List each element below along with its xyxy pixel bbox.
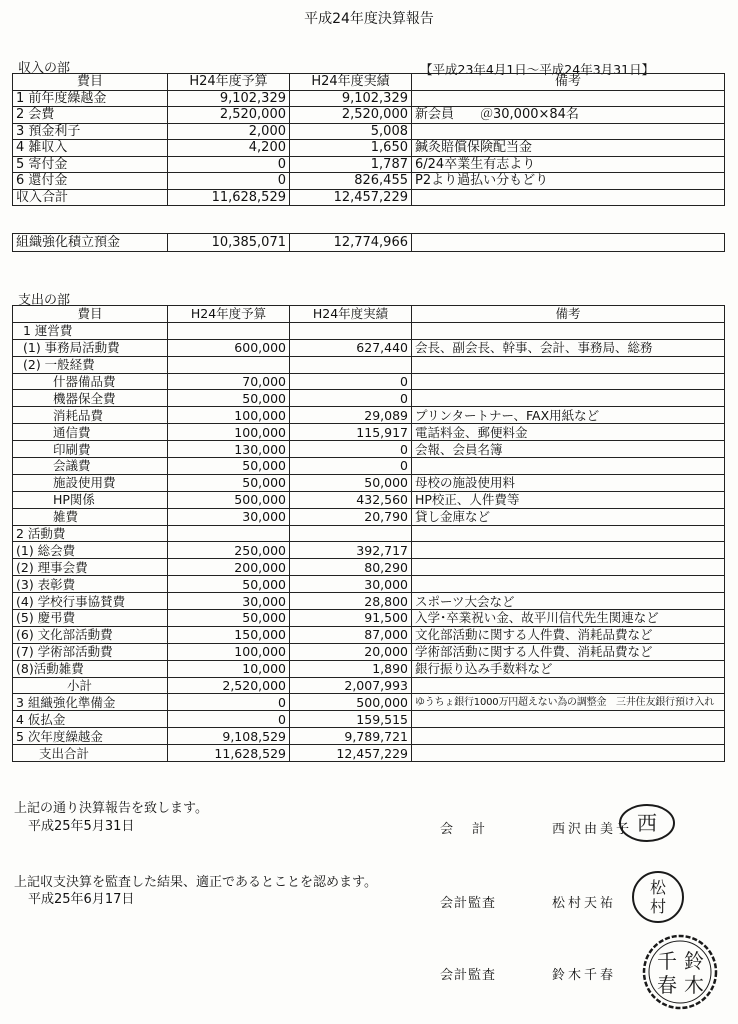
auditor1-seal-icon — [624, 868, 692, 926]
expense-item-cell: 4 仮払金 — [13, 711, 168, 728]
expense-actual-cell: 30,000 — [290, 576, 412, 593]
expense-note-cell: 入学･卒業祝い金、故平川信代先生関連など — [412, 610, 725, 627]
seal-3-char-3: 千 — [657, 949, 677, 973]
expense-budget-cell — [168, 356, 290, 373]
expense-row — [13, 390, 725, 407]
expense-header-row — [13, 306, 725, 323]
expense-table — [12, 305, 725, 762]
statement-audit: 上記収支決算を監査した結果、適正であるとことを認めます。 — [14, 875, 377, 890]
income-actual-cell: 5,008 — [290, 123, 412, 140]
accountant-seal-icon — [614, 800, 680, 846]
expense-budget-cell: 9,108,529 — [168, 728, 290, 745]
expense-budget-cell: 100,000 — [168, 643, 290, 660]
expense-row — [13, 542, 725, 559]
income-item-cell: 収入合計 — [13, 189, 168, 206]
expense-row — [13, 474, 725, 491]
seal-2-char-1: 松 — [649, 878, 667, 897]
expense-item-cell: (4) 学校行事協賛費 — [13, 593, 168, 610]
expense-actual-cell: 87,000 — [290, 626, 412, 643]
expense-budget-cell: 100,000 — [168, 424, 290, 441]
expense-budget-cell: 2,520,000 — [168, 677, 290, 694]
expense-actual-cell: 12,457,229 — [290, 745, 412, 762]
expense-note-cell: 会長、副会長、幹事、会計、事務局、総務 — [412, 339, 725, 356]
seal-2-char-2: 村 — [649, 897, 667, 916]
expense-item-cell: 小計 — [13, 677, 168, 694]
income-budget-cell: 2,520,000 — [168, 107, 290, 124]
expense-actual-cell: 432,560 — [290, 491, 412, 508]
income-actual-cell: 12,457,229 — [290, 189, 412, 206]
expense-item-cell: (2) 一般経費 — [13, 356, 168, 373]
expense-actual-cell: 20,000 — [290, 643, 412, 660]
reserve-budget: 10,385,071 — [168, 234, 290, 252]
expense-budget-cell: 50,000 — [168, 474, 290, 491]
income-item-cell: 6 還付金 — [13, 173, 168, 190]
expense-note-cell: 学術部活動に関する人件費、消耗品費など — [412, 643, 725, 660]
reserve-table — [12, 233, 725, 252]
income-row — [13, 123, 725, 140]
expense-budget-cell: 200,000 — [168, 559, 290, 576]
expense-note-cell — [412, 373, 725, 390]
expense-item-cell: 支出合計 — [13, 745, 168, 762]
expense-item-cell: (8)活動雑費 — [13, 660, 168, 677]
income-item-cell: 1 前年度繰越金 — [13, 90, 168, 107]
income-actual-cell: 9,102,329 — [290, 90, 412, 107]
expense-note-cell — [412, 576, 725, 593]
expense-item-cell: 5 次年度繰越金 — [13, 728, 168, 745]
expense-budget-cell: 600,000 — [168, 339, 290, 356]
expense-note-cell: 銀行振り込み手数料など — [412, 660, 725, 677]
expense-note-cell — [412, 458, 725, 475]
expense-budget-cell: 100,000 — [168, 407, 290, 424]
income-actual-cell: 1,787 — [290, 156, 412, 173]
income-item-cell: 5 寄付金 — [13, 156, 168, 173]
income-row — [13, 107, 725, 124]
expense-row — [13, 508, 725, 525]
expense-actual-cell: 1,890 — [290, 660, 412, 677]
expense-note-cell: 会報、会員名簿 — [412, 441, 725, 458]
income-budget-cell: 9,102,329 — [168, 90, 290, 107]
expense-item-cell: 通信費 — [13, 424, 168, 441]
role-accountant: 会 計 — [440, 822, 489, 837]
expense-item-cell: 消耗品費 — [13, 407, 168, 424]
expense-item-cell: 雑費 — [13, 508, 168, 525]
expense-row — [13, 610, 725, 627]
income-table — [12, 73, 725, 206]
expense-budget-cell: 30,000 — [168, 593, 290, 610]
expense-note-cell: ゆうちょ銀行1000万円超えない為の調整金 三井住友銀行預け入れ — [412, 694, 725, 711]
expense-actual-cell: 0 — [290, 458, 412, 475]
expense-actual-cell: 9,789,721 — [290, 728, 412, 745]
expense-row — [13, 660, 725, 677]
expense-budget-cell: 250,000 — [168, 542, 290, 559]
expense-note-cell: スポーツ大会など — [412, 593, 725, 610]
expense-budget-cell: 10,000 — [168, 660, 290, 677]
income-header-3: 備考 — [412, 74, 725, 91]
auditor2-seal-icon — [640, 932, 720, 1012]
income-header-2: H24年度実績 — [290, 74, 412, 91]
income-note-cell: 鍼灸賠償保険配当金 — [412, 140, 725, 157]
expense-row — [13, 728, 725, 745]
income-budget-cell: 0 — [168, 173, 290, 190]
expense-actual-cell — [290, 525, 412, 542]
name-auditor-1: 松村天祐 — [552, 896, 617, 911]
income-budget-cell: 4,200 — [168, 140, 290, 157]
expense-note-cell: 文化部活動に関する人件費、消耗品費など — [412, 626, 725, 643]
income-note-cell — [412, 123, 725, 140]
expense-row — [13, 711, 725, 728]
expense-row — [13, 491, 725, 508]
expense-item-cell: (1) 総会費 — [13, 542, 168, 559]
reserve-row — [13, 234, 725, 252]
expense-note-cell: プリンタートナー、FAX用紙など — [412, 407, 725, 424]
expense-item-cell: (3) 表彰費 — [13, 576, 168, 593]
expense-actual-cell: 80,290 — [290, 559, 412, 576]
expense-budget-cell: 0 — [168, 711, 290, 728]
expense-actual-cell: 627,440 — [290, 339, 412, 356]
income-note-cell — [412, 90, 725, 107]
seal-1-char: 西 — [637, 811, 657, 835]
expense-actual-cell: 392,717 — [290, 542, 412, 559]
statement-report: 上記の通り決算報告を致します。 — [14, 801, 208, 816]
expense-item-cell: 印刷費 — [13, 441, 168, 458]
expense-actual-cell: 2,007,993 — [290, 677, 412, 694]
expense-row — [13, 576, 725, 593]
expense-item-cell: 会議費 — [13, 458, 168, 475]
income-row — [13, 189, 725, 206]
income-header-0: 費目 — [13, 74, 168, 91]
income-row — [13, 173, 725, 190]
income-budget-cell: 0 — [168, 156, 290, 173]
expense-row — [13, 339, 725, 356]
expense-row — [13, 458, 725, 475]
name-auditor-2: 鈴木千春 — [552, 968, 617, 983]
expense-note-cell — [412, 390, 725, 407]
expense-actual-cell: 20,790 — [290, 508, 412, 525]
expense-note-cell — [412, 559, 725, 576]
expense-note-cell: 母校の施設使用料 — [412, 474, 725, 491]
date-report: 平成25年5月31日 — [28, 819, 135, 834]
seal-3-char-2: 木 — [684, 973, 704, 997]
income-note-cell: P2より過払い分もどり — [412, 173, 725, 190]
expense-budget-cell: 11,628,529 — [168, 745, 290, 762]
income-item-cell: 3 預金利子 — [13, 123, 168, 140]
expense-budget-cell — [168, 322, 290, 339]
expense-row — [13, 745, 725, 762]
expense-row — [13, 441, 725, 458]
expense-row — [13, 407, 725, 424]
income-row — [13, 156, 725, 173]
expense-budget-cell: 150,000 — [168, 626, 290, 643]
fiscal-period: 【平成23年4月1日～平成24年3月31日】 — [420, 62, 655, 77]
expense-actual-cell: 28,800 — [290, 593, 412, 610]
expense-actual-cell: 0 — [290, 441, 412, 458]
seal-3-char-1: 鈴 — [684, 949, 704, 973]
seal-3-char-4: 春 — [657, 973, 677, 997]
expense-section-label: 支出の部 — [18, 293, 71, 308]
income-row — [13, 90, 725, 107]
income-note-cell — [412, 189, 725, 206]
expense-row — [13, 643, 725, 660]
expense-item-cell: (1) 事務局活動費 — [13, 339, 168, 356]
income-note-cell: 新会員 ＠30,000×84名 — [412, 107, 725, 124]
reserve-item: 組織強化積立預金 — [13, 234, 168, 252]
expense-note-cell — [412, 745, 725, 762]
expense-budget-cell: 30,000 — [168, 508, 290, 525]
expense-item-cell: (2) 理事会費 — [13, 559, 168, 576]
expense-budget-cell: 50,000 — [168, 576, 290, 593]
income-actual-cell: 2,520,000 — [290, 107, 412, 124]
income-row — [13, 140, 725, 157]
expense-note-cell: 貸し金庫など — [412, 508, 725, 525]
income-item-cell: 2 会費 — [13, 107, 168, 124]
role-auditor-1: 会計監査 — [440, 896, 497, 911]
expense-note-cell — [412, 322, 725, 339]
expense-row — [13, 626, 725, 643]
expense-note-cell — [412, 677, 725, 694]
reserve-note — [412, 234, 725, 252]
expense-item-cell: 3 組織強化準備金 — [13, 694, 168, 711]
expense-budget-cell: 50,000 — [168, 458, 290, 475]
role-auditor-2: 会計監査 — [440, 968, 497, 983]
expense-header-0: 費目 — [13, 306, 168, 323]
income-budget-cell: 2,000 — [168, 123, 290, 140]
expense-actual-cell: 29,089 — [290, 407, 412, 424]
date-audit: 平成25年6月17日 — [28, 892, 135, 907]
expense-actual-cell: 91,500 — [290, 610, 412, 627]
expense-budget-cell: 70,000 — [168, 373, 290, 390]
expense-budget-cell: 500,000 — [168, 491, 290, 508]
expense-note-cell: HP校正、人件費等 — [412, 491, 725, 508]
expense-budget-cell: 0 — [168, 694, 290, 711]
expense-item-cell: (7) 学術部活動費 — [13, 643, 168, 660]
expense-actual-cell: 500,000 — [290, 694, 412, 711]
expense-header-1: H24年度予算 — [168, 306, 290, 323]
expense-row — [13, 559, 725, 576]
expense-note-cell — [412, 525, 725, 542]
expense-header-3: 備考 — [412, 306, 725, 323]
expense-item-cell: 1 運営費 — [13, 322, 168, 339]
expense-budget-cell: 50,000 — [168, 390, 290, 407]
expense-note-cell: 電話料金、郵便料金 — [412, 424, 725, 441]
expense-note-cell — [412, 542, 725, 559]
income-note-cell: 6/24卒業生有志より — [412, 156, 725, 173]
expense-actual-cell: 159,515 — [290, 711, 412, 728]
expense-item-cell: 2 活動費 — [13, 525, 168, 542]
page-title: 平成24年度決算報告 — [304, 11, 434, 27]
expense-budget-cell: 50,000 — [168, 610, 290, 627]
expense-actual-cell: 115,917 — [290, 424, 412, 441]
income-actual-cell: 826,455 — [290, 173, 412, 190]
expense-actual-cell: 0 — [290, 390, 412, 407]
expense-row — [13, 593, 725, 610]
expense-actual-cell — [290, 322, 412, 339]
expense-note-cell — [412, 356, 725, 373]
expense-note-cell — [412, 728, 725, 745]
expense-item-cell: 機器保全費 — [13, 390, 168, 407]
expense-item-cell: (5) 慶弔費 — [13, 610, 168, 627]
expense-note-cell — [412, 711, 725, 728]
income-header-1: H24年度予算 — [168, 74, 290, 91]
income-header-row — [13, 74, 725, 91]
expense-row — [13, 677, 725, 694]
expense-row — [13, 373, 725, 390]
income-actual-cell: 1,650 — [290, 140, 412, 157]
expense-row — [13, 525, 725, 542]
income-item-cell: 4 雑収入 — [13, 140, 168, 157]
expense-row — [13, 694, 725, 711]
expense-budget-cell — [168, 525, 290, 542]
expense-item-cell: 施設使用費 — [13, 474, 168, 491]
expense-budget-cell: 130,000 — [168, 441, 290, 458]
expense-actual-cell — [290, 356, 412, 373]
income-section-label: 収入の部 — [18, 61, 71, 76]
expense-item-cell: (6) 文化部活動費 — [13, 626, 168, 643]
expense-row — [13, 322, 725, 339]
expense-header-2: H24年度実績 — [290, 306, 412, 323]
expense-row — [13, 424, 725, 441]
expense-item-cell: 什器備品費 — [13, 373, 168, 390]
reserve-actual: 12,774,966 — [290, 234, 412, 252]
expense-row — [13, 356, 725, 373]
name-accountant: 西沢由美子 — [552, 822, 633, 837]
income-budget-cell: 11,628,529 — [168, 189, 290, 206]
expense-item-cell: HP関係 — [13, 491, 168, 508]
expense-actual-cell: 50,000 — [290, 474, 412, 491]
expense-actual-cell: 0 — [290, 373, 412, 390]
